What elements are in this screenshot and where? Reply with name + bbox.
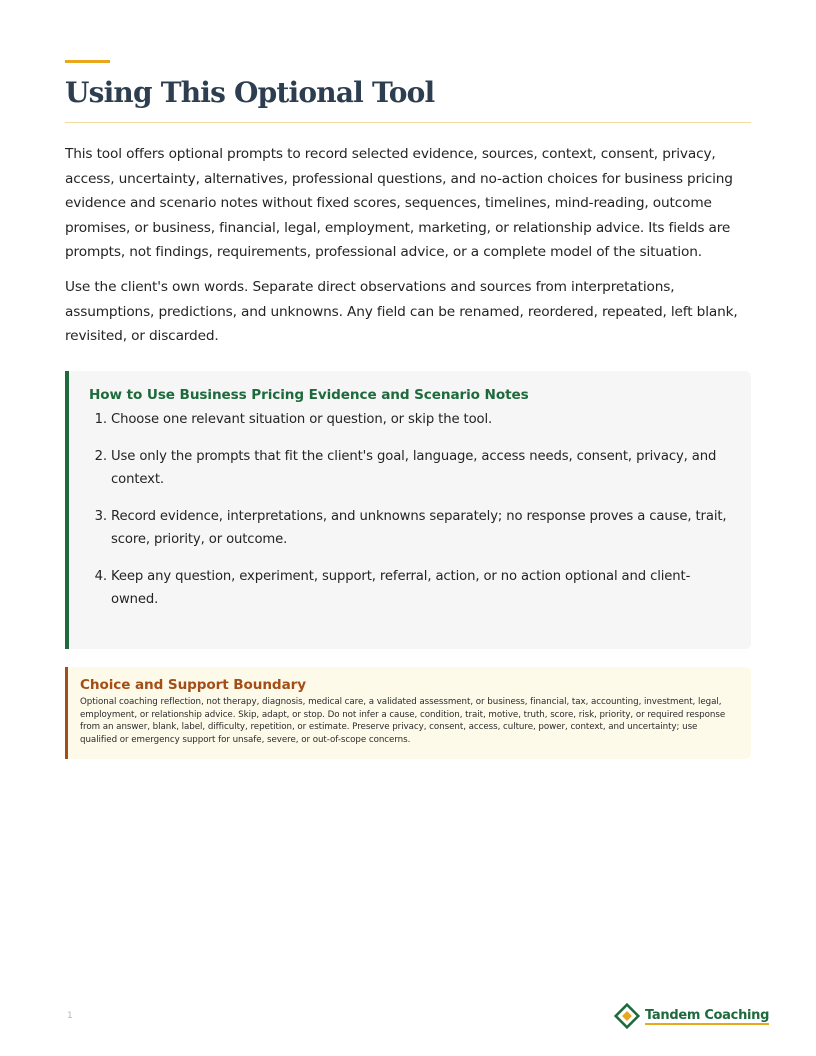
step-item: 3. Record evidence, interpretations, and unknowns separately; no response proves a cause, trait, score, priority, or outcome. — [111, 505, 731, 551]
how-to-use-panel — [65, 371, 751, 649]
page-title: Using This Optional Tool — [65, 76, 435, 109]
intro-paragraph: This tool offers optional prompts to record selected evidence, sources, context, consent, privacy, access, uncertainty, alternatives, professional questions, and no-action choices for business pricing evidence and scenario notes without fixed scores, sequences, timelines, mind-reading, outcome promises, or business, financial, legal, employment, marketing, or relationship advice. Its fields are prompts, not findings, requirements, professional advice, or a complete model of the situation. — [65, 146, 733, 261]
how-to-use-heading: How to Use Business Pricing Evidence and Scenario Notes — [89, 387, 529, 403]
boundary-heading: Choice and Support Boundary — [80, 677, 307, 693]
title-divider — [65, 122, 751, 123]
title-accent-bar — [65, 60, 110, 63]
page-number: 1 — [67, 1011, 73, 1021]
intro-paragraph: Use the client's own words. Separate direct observations and sources from interpretations, assumptions, predictions, and unknowns. Any field can be renamed, reordered, repeated, left blank, revisited, or discarded. — [65, 278, 738, 345]
boundary-text: Optional coaching reflection, not therapy, diagnosis, medical care, a validated assessment, or business, financial, tax, accounting, investment, legal, employment, or relationship advice. Skip, adapt, or stop. Do not infer a cause, condition, trait, motive, truth, score, risk, priority, or required response from an answer, blank, label, difficulty, repetition, or estimate. Preserve privacy, consent, access, culture, power, context, and uncertainty; use qualified or emergency support for unsafe, severe, or out-of-scope concerns. — [80, 697, 726, 745]
brand-logo — [614, 1003, 769, 1029]
diamond-logo-icon — [614, 1003, 640, 1029]
how-to-use-steps — [89, 408, 731, 611]
step-item: 2. Use only the prompts that fit the client's goal, language, access needs, consent, privacy, and context. — [111, 445, 731, 491]
intro-section — [65, 142, 751, 359]
step-item: 1. Choose one relevant situation or question, or skip the tool. — [111, 408, 731, 431]
boundary-callout — [65, 667, 751, 759]
step-item: 4. Keep any question, experiment, support, referral, action, or no action optional and client-owned. — [111, 565, 731, 611]
brand-name: Tandem Coaching — [645, 1007, 770, 1023]
